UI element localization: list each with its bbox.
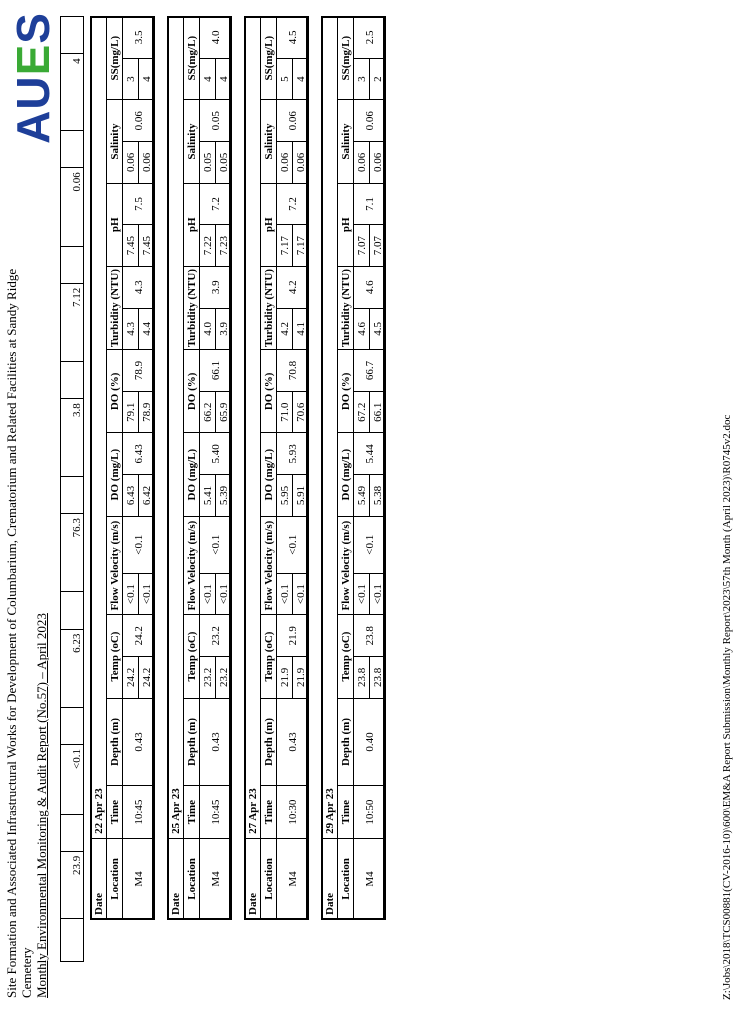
do-mgl-reading: 6.43 [123,475,139,517]
flow-average: <0.1 [277,516,309,573]
time-value: 10:45 [200,786,232,839]
flow-reading: <0.1 [139,573,155,615]
temp-header: Temp (oC) [261,615,277,698]
do-mgl-reading: 5.39 [216,475,232,517]
turbidity-header: Turbidity (NTU) [338,266,354,349]
do-mgl-average: 5.93 [277,433,309,475]
time-value: 10:45 [123,786,155,839]
salinity-header: Salinity [107,100,123,183]
do-pct-reading: 70.6 [293,391,309,433]
temp-header: Temp (oC) [338,615,354,698]
depth-header: Depth (m) [261,698,277,786]
do-mgl-average: 6.43 [123,433,155,475]
ss-reading: 3 [123,58,139,100]
ph-header: pH [184,183,200,266]
partial-cell [61,707,84,744]
temp-reading: 23.8 [370,657,386,699]
do-pct-reading: 79.1 [123,391,139,433]
location-value: M4 [354,838,386,919]
monitoring-table-1 [90,16,155,920]
turb-average: 4.2 [277,266,309,308]
ss-average: 2.5 [354,17,386,59]
ss-average: 4.5 [277,17,309,59]
ph-reading: 7.45 [123,225,139,267]
ph-header: pH [261,183,277,266]
depth-value: 0.43 [277,698,309,786]
date-value: 29 Apr 23 [322,17,338,839]
temp-header: Temp (oC) [107,615,123,698]
partial-cell: 76.3 [61,514,84,592]
sal-reading: 0.06 [354,142,370,184]
do-mgl-reading: 5.41 [200,475,216,517]
turb-average: 4.3 [123,266,155,308]
partial-cell: <0.1 [61,745,84,815]
sal-reading: 0.05 [216,142,232,184]
location-header: Location [261,838,277,919]
temp-reading: 21.9 [293,657,309,699]
ss-reading: 4 [139,58,155,100]
ss-reading: 4 [293,58,309,100]
depth-value: 0.43 [200,698,232,786]
location-header: Location [107,838,123,919]
location-value: M4 [123,838,155,919]
do-mgl-header: DO (mg/L) [184,433,200,516]
flow-average: <0.1 [354,516,386,573]
sal-average: 0.06 [354,100,386,142]
temp-reading: 23.2 [216,657,232,699]
report-title-line2: Cemetery [19,947,34,998]
turbidity-header: Turbidity (NTU) [261,266,277,349]
time-header: Time [184,786,200,839]
turbidity-header: Turbidity (NTU) [107,266,123,349]
do-pct-reading: 66.2 [200,391,216,433]
ph-average: 7.1 [354,183,386,225]
do-pct-average: 78.9 [123,350,155,392]
do-mgl-average: 5.40 [200,433,232,475]
time-value: 10:50 [354,786,386,839]
location-value: M4 [200,838,232,919]
time-header: Time [261,786,277,839]
do-pct-reading: 71.0 [277,391,293,433]
turbidity-header: Turbidity (NTU) [184,266,200,349]
flow-reading: <0.1 [370,573,386,615]
flow-reading: <0.1 [354,573,370,615]
partial-cell [61,592,84,629]
temp-average: 24.2 [123,615,155,657]
partial-cell: 3.8 [61,399,84,477]
ss-header: SS(mg/L) [184,17,200,100]
partial-cell: 23.9 [61,851,84,919]
partial-cell: 6.23 [61,629,84,707]
do-pct-header: DO (%) [261,350,277,433]
partial-cell: 4 [61,54,84,131]
do-mgl-reading: 5.91 [293,475,309,517]
time-header: Time [338,786,354,839]
sal-average: 0.06 [277,100,309,142]
date-value: 27 Apr 23 [245,17,261,839]
ph-reading: 7.17 [293,225,309,267]
date-label: Date [168,838,184,919]
location-header: Location [338,838,354,919]
ss-reading: 4 [200,58,216,100]
flow-reading: <0.1 [277,573,293,615]
ph-reading: 7.22 [200,225,216,267]
temp-average: 23.8 [354,615,386,657]
location-header: Location [184,838,200,919]
partial-cell: 0.06 [61,168,84,246]
do-pct-header: DO (%) [184,350,200,433]
ss-average: 4.0 [200,17,232,59]
salinity-header: Salinity [261,100,277,183]
temp-reading: 21.9 [277,657,293,699]
turb-average: 4.6 [354,266,386,308]
turb-reading: 4.2 [277,308,293,350]
do-mgl-reading: 5.49 [354,475,370,517]
flow-header: Flow Velocity (m/s) [261,516,277,615]
do-pct-header: DO (%) [338,350,354,433]
do-mgl-average: 5.44 [354,433,386,475]
time-header: Time [107,786,123,839]
temp-average: 23.2 [200,615,232,657]
turb-reading: 4.3 [123,308,139,350]
sal-reading: 0.05 [200,142,216,184]
flow-header: Flow Velocity (m/s) [184,516,200,615]
date-label: Date [322,838,338,919]
salinity-header: Salinity [184,100,200,183]
partial-cell [61,17,84,54]
do-pct-reading: 78.9 [139,391,155,433]
sal-reading: 0.06 [370,142,386,184]
partial-cell [61,814,84,851]
do-pct-reading: 67.2 [354,391,370,433]
do-pct-average: 66.7 [354,350,386,392]
temp-average: 21.9 [277,615,309,657]
flow-reading: <0.1 [216,573,232,615]
partial-table-row [60,16,84,962]
ss-average: 3.5 [123,17,155,59]
report-subtitle: Monthly Environmental Monitoring & Audit Report (No.57) – April 2023 [34,613,49,998]
depth-header: Depth (m) [107,698,123,786]
do-pct-header: DO (%) [107,350,123,433]
flow-reading: <0.1 [123,573,139,615]
flow-header: Flow Velocity (m/s) [338,516,354,615]
do-mgl-header: DO (mg/L) [261,433,277,516]
flow-reading: <0.1 [293,573,309,615]
do-pct-average: 66.1 [200,350,232,392]
ph-average: 7.2 [277,183,309,225]
file-path-footer: Z:\Jobs\2018\TCS00881(CV-2016-10)\600\EM&A Report Submission\Monthly Report\2023\57th Month (April 2023)\R0745v2.doc [721,414,733,1000]
turb-average: 3.9 [200,266,232,308]
ph-reading: 7.17 [277,225,293,267]
monitoring-table-2 [167,16,232,920]
do-pct-reading: 65.9 [216,391,232,433]
ph-reading: 7.23 [216,225,232,267]
date-value: 25 Apr 23 [168,17,184,839]
sal-reading: 0.06 [139,142,155,184]
aues-logo: AUES [7,12,59,144]
monitoring-table-3 [244,16,309,920]
turb-reading: 4.1 [293,308,309,350]
ss-header: SS(mg/L) [338,17,354,100]
flow-reading: <0.1 [200,573,216,615]
ss-reading: 5 [277,58,293,100]
partial-cell: 7.12 [61,283,84,361]
depth-value: 0.43 [123,698,155,786]
sal-average: 0.06 [123,100,155,142]
time-value: 10:30 [277,786,309,839]
temp-header: Temp (oC) [184,615,200,698]
ph-header: pH [338,183,354,266]
sal-reading: 0.06 [293,142,309,184]
do-mgl-reading: 5.38 [370,475,386,517]
ph-reading: 7.07 [370,225,386,267]
ph-reading: 7.45 [139,225,155,267]
date-value: 22 Apr 23 [91,17,107,839]
temp-reading: 24.2 [123,657,139,699]
partial-cell [61,476,84,513]
partial-cell [61,131,84,168]
sal-average: 0.05 [200,100,232,142]
flow-average: <0.1 [123,516,155,573]
ss-reading: 3 [354,58,370,100]
do-pct-reading: 66.1 [370,391,386,433]
salinity-header: Salinity [338,100,354,183]
flow-header: Flow Velocity (m/s) [107,516,123,615]
monitoring-table-4 [321,16,386,920]
depth-header: Depth (m) [338,698,354,786]
turb-reading: 4.4 [139,308,155,350]
report-title-line1: Site Formation and Associated Infrastructural Works for Development of Columbarium, Crematorium and Related Facilities at Sandy Ridge [4,268,19,998]
ss-header: SS(mg/L) [261,17,277,100]
ph-average: 7.2 [200,183,232,225]
turb-reading: 4.5 [370,308,386,350]
turb-reading: 4.0 [200,308,216,350]
do-pct-average: 70.8 [277,350,309,392]
location-value: M4 [277,838,309,919]
depth-header: Depth (m) [184,698,200,786]
date-label: Date [91,838,107,919]
date-label: Date [245,838,261,919]
sal-reading: 0.06 [277,142,293,184]
ph-header: pH [107,183,123,266]
do-mgl-reading: 5.95 [277,475,293,517]
do-mgl-header: DO (mg/L) [338,433,354,516]
temp-reading: 23.2 [200,657,216,699]
ph-reading: 7.07 [354,225,370,267]
turb-reading: 3.9 [216,308,232,350]
partial-cell [61,362,84,399]
partial-cell [61,919,84,962]
turb-reading: 4.6 [354,308,370,350]
ss-reading: 2 [370,58,386,100]
temp-reading: 24.2 [139,657,155,699]
ss-header: SS(mg/L) [107,17,123,100]
partial-cell [61,246,84,283]
do-mgl-reading: 6.42 [139,475,155,517]
depth-value: 0.40 [354,698,386,786]
ss-reading: 4 [216,58,232,100]
do-mgl-header: DO (mg/L) [107,433,123,516]
temp-reading: 23.8 [354,657,370,699]
sal-reading: 0.06 [123,142,139,184]
flow-average: <0.1 [200,516,232,573]
ph-average: 7.5 [123,183,155,225]
